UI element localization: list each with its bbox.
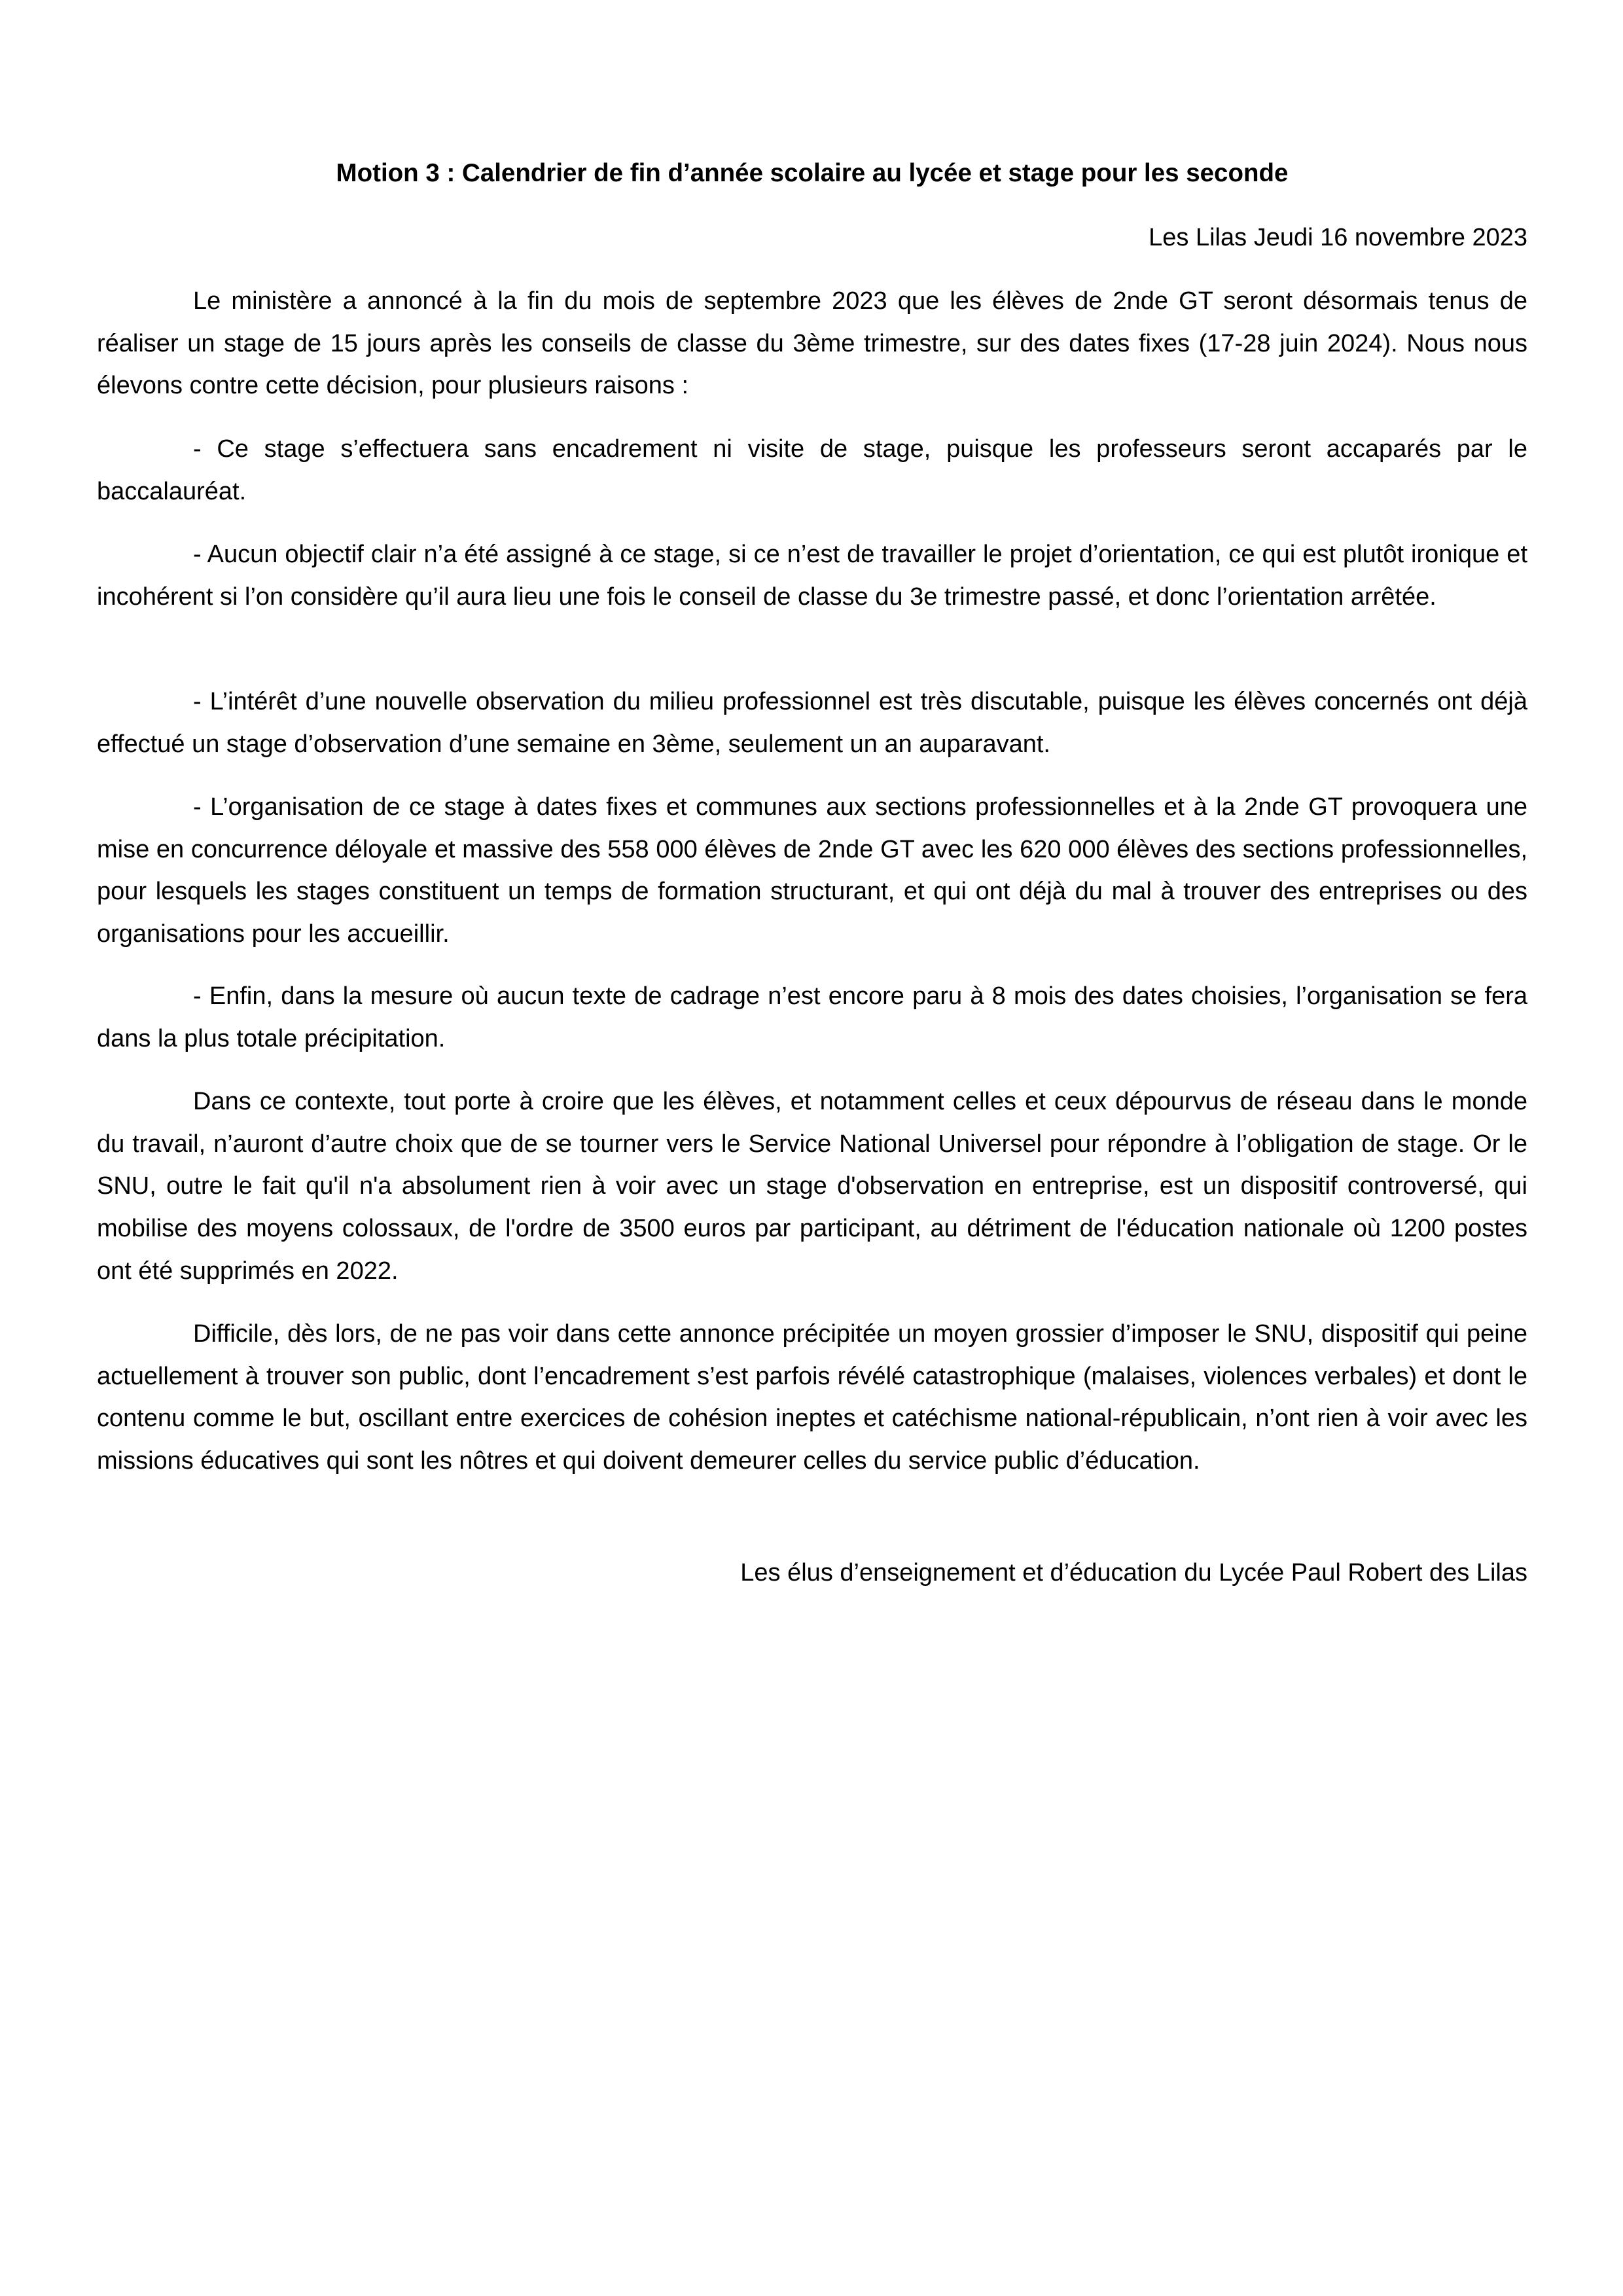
- document-page: [97, 0, 1527, 2296]
- paragraph-point-observation: - L’intérêt d’une nouvelle observation du milieu professionnel est très discutable, puisque les élèves concernés ont déjà effectué un stage d’observation d’une semaine en 3ème, seulement un an auparavant.: [97, 688, 1527, 758]
- paragraph-context-snu: Dans ce contexte, tout porte à croire que les élèves, et notamment celles et ceux dépourvus de réseau dans le monde du travail, n’auront d’autre choix que de se tourner vers le Service National Universel pour répondre à l’obligation de stage. Or le SNU, outre le fait qu'il n'a absolument rien à voir avec un stage d'observation en entreprise, est un dispositif controversé, qui mobilise des moyens colossaux, de l'ordre de 3500 euros par participant, au détriment de l'éducation nationale où 1200 postes ont été supprimés en 2022.: [97, 1088, 1527, 1285]
- paragraph-point-supervision: - Ce stage s’effectuera sans encadrement ni visite de stage, puisque les professeurs seront accaparés par le baccalauréat.: [97, 435, 1527, 505]
- paragraph-point-objective: - Aucun objectif clair n’a été assigné à ce stage, si ce n’est de travailler le projet d’orientation, ce qui est plutôt ironique et incohérent si l’on considère qu’il aura lieu une fois le conseil de classe du 3e trimestre passé, et donc l’orientation arrêtée.: [97, 541, 1527, 611]
- paragraph-point-competition: - L’organisation de ce stage à dates fixes et communes aux sections professionnelles et à la 2nde GT provoquera une mise en concurrence déloyale et massive des 558 000 élèves de 2nde GT avec les 620 000 élèves des sections professionnelles, pour lesquels les stages constituent un temps de formation structurant, et qui ont déjà du mal à trouver des entreprises ou des organisations pour les accueillir.: [97, 793, 1527, 948]
- document-title: Motion 3 : Calendrier de fin d’année scolaire au lycée et stage pour les seconde: [336, 159, 1289, 187]
- date-line: Les Lilas Jeudi 16 novembre 2023: [1149, 224, 1527, 251]
- paragraph-point-precipitation: - Enfin, dans la mesure où aucun texte de cadrage n’est encore paru à 8 mois des dates choisies, l’organisation se fera dans la plus totale précipitation.: [97, 982, 1527, 1052]
- paragraph-conclusion: Difficile, dès lors, de ne pas voir dans cette annonce précipitée un moyen grossier d’imposer le SNU, dispositif qui peine actuellement à trouver son public, dont l’encadrement s’est parfois révélé catastrophique (malaises, violences verbales) et dont le contenu comme le but, oscillant entre exercices de cohésion ineptes et catéchisme national-républicain, n’ont rien à voir avec les missions éducatives qui sont les nôtres et qui doivent demeurer celles du service public d’éducation.: [97, 1320, 1527, 1475]
- signature-line: Les élus d’enseignement et d’éducation du Lycée Paul Robert des Lilas: [740, 1559, 1527, 1587]
- paragraph-intro: Le ministère a annoncé à la fin du mois de septembre 2023 que les élèves de 2nde GT seront désormais tenus de réaliser un stage de 15 jours après les conseils de classe du 3ème trimestre, sur des dates fixes (17-28 juin 2024). Nous nous élevons contre cette décision, pour plusieurs raisons :: [97, 287, 1527, 400]
